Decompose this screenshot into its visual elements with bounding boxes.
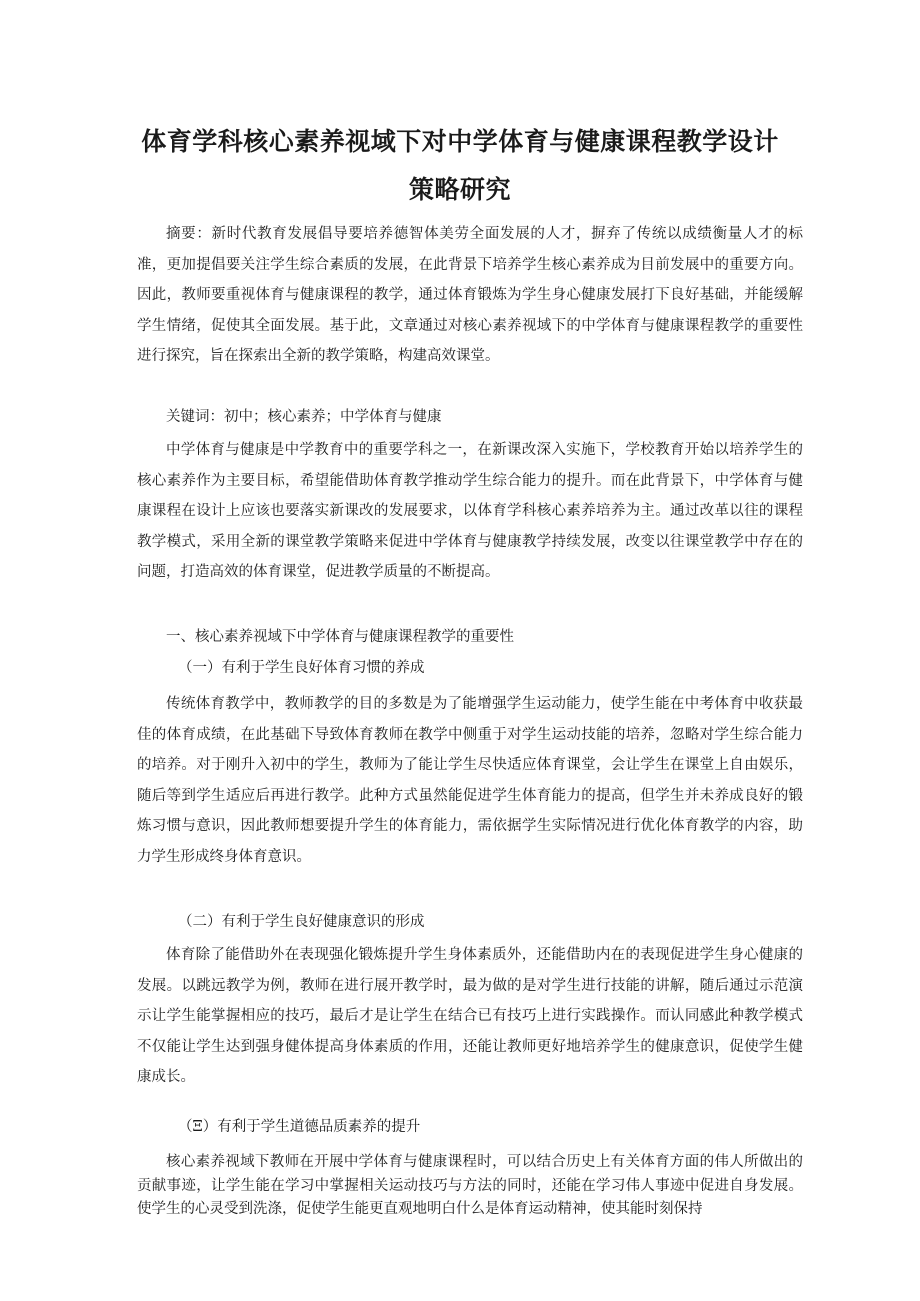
keywords-line: 关键词：初中；核心素养；中学体育与健康	[166, 409, 442, 425]
abstract-paragraph: 摘要：新时代教育发展倡导要培养德智体美劳全面发展的人才，摒弃了传统以成绩衡量人才的标准，更加提倡要关注学生综合素质的发展，在此背景下培养学生核心素养成为目前发展中的重要方向。因此，教师要重视体育与健康课程的教学，通过体育锻炼为学生身心健康发展打下良好基础，并能缓解学生情绪，促使其全面发展。基于此，文章通过对核心素养视域下的中学体育与健康课程教学的重要性进行探究，旨在探索出全新的教学策略，构建高效课堂。	[137, 226, 803, 364]
document-title-line-2: 策略研究	[408, 175, 511, 204]
subsection-3-body: 核心素养视域下教师在开展中学体育与健康课程时，可以结合历史上有关体育方面的伟人所做出的贡献事迹，让学生能在学习中掌握相关运动技巧与方法的同时，还能在学习伟人事迹中促进自身发展。使学生的心灵受到洗涤，促使学生能更直观地明白什么是体育运动精神，使其能时刻保持	[137, 1154, 803, 1217]
intro-paragraph: 中学体育与健康是中学教育中的重要学科之一，在新课改深入实施下，学校教育开始以培养学生的核心素养作为主要目标，希望能借助体育教学推动学生综合能力的提升。而在此背景下，中学体育与健康课程在设计上应该也要落实新课改的发展要求，以体育学科核心素养培养为主。通过改革以往的课程教学模式，采用全新的课堂教学策略来促进中学体育与健康教学持续发展，改变以往课堂教学中存在的问题，打造高效的体育课堂，促进教学质量的不断提高。	[137, 442, 803, 580]
document-title-line-1: 体育学科核心素养视域下对中学体育与健康课程教学设计	[141, 127, 779, 156]
subsection-2-body: 体育除了能借助外在表现强化锻炼提升学生身体素质外，还能借助内在的表现促进学生身心健康的发展。以跳远教学为例，教师在进行展开教学时，最为做的是对学生进行技能的讲解，随后通过示范演示让学生能掌握相应的技巧，最后才是让学生在结合已有技巧上进行实践操作。而认同感此种教学模式不仅能让学生达到强身健体提高身体素质的作用，还能让教师更好地培养学生的健康意识，促使学生健康成长。	[137, 947, 803, 1085]
subsection-3-heading: （Ξ）有利于学生道德品质素养的提升	[178, 1119, 421, 1135]
section-1-heading: 一、核心素养视域下中学体育与健康课程教学的重要性	[166, 629, 514, 645]
subsection-1-heading: （一）有利于学生良好体育习惯的养成	[178, 660, 425, 676]
subsection-1-body: 传统体育教学中，教师教学的目的多数是为了能增强学生运动能力，使学生能在中考体育中收获最佳的体育成绩，在此基础下导致体育教师在教学中侧重于对学生运动技能的培养，忽略对学生综合能力的培养。对于刚升入初中的学生，教师为了能让学生尽快适应体育课堂，会让学生在课堂上自由娱乐，随后等到学生适应后再进行教学。此种方式虽然能促进学生体育能力的提高，但学生并未养成良好的锻炼习惯与意识，因此教师想要提升学生的体育能力，需依据学生实际情况进行优化体育教学的内容，助力学生形成终身体育意识。	[137, 696, 803, 865]
subsection-2-heading: （二）有利于学生良好健康意识的形成	[178, 914, 425, 930]
